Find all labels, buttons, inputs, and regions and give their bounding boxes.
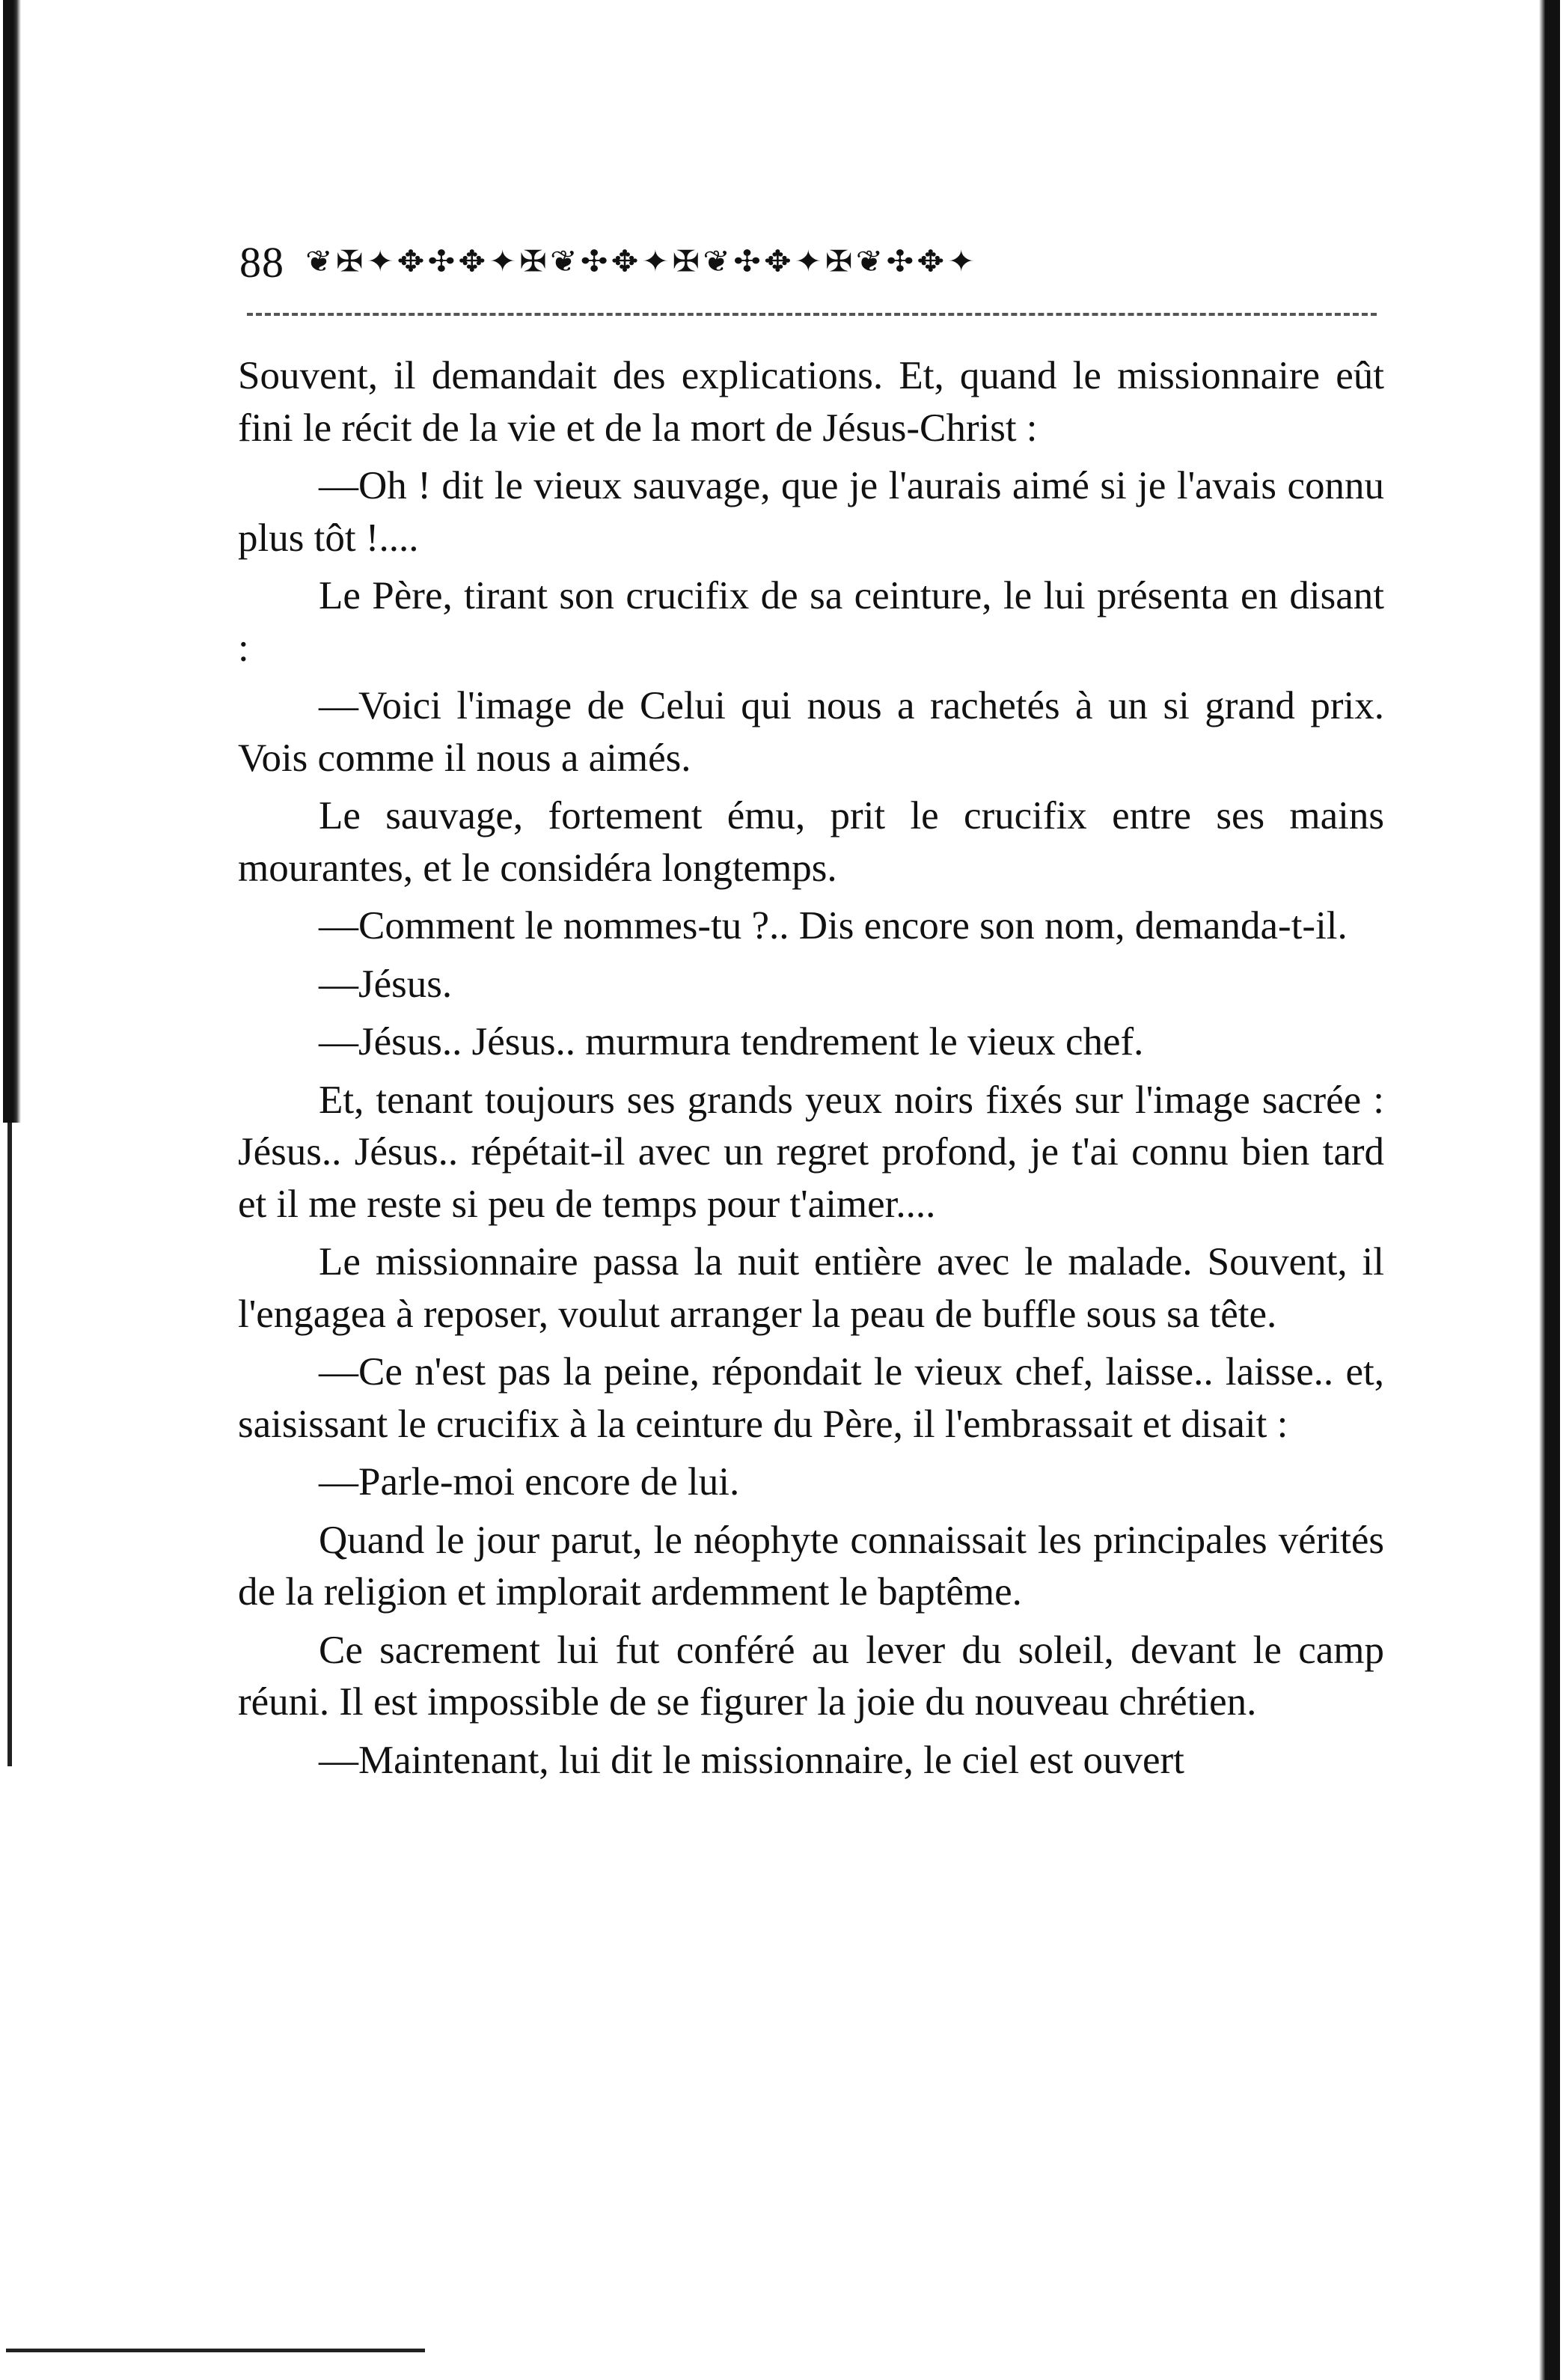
page-left-edge-lower [7, 1123, 12, 1766]
paragraph: —Voici l'image de Celui qui nous a rachetés à un si grand prix. Vois comme il nous a aimés. [238, 684, 1384, 780]
paragraph: Ce sacrement lui fut conféré au lever du soleil, devant le camp réuni. Il est impossible de se figurer la joie du nouveau chrétien. [238, 1628, 1384, 1724]
paragraph: Le missionnaire passa la nuit entière avec le malade. Souvent, il l'engagea à reposer, voulut arranger la peau de buffle sous sa tête. [238, 1240, 1384, 1336]
paragraph: —Oh ! dit le vieux sauvage, que je l'aurais aimé si je l'avais connu plus tôt !.... [238, 464, 1384, 560]
paragraph: —Ce n'est pas la peine, répondait le vieux chef, laisse.. laisse.. et, saisissant le crucifix à la ceinture du Père, il l'embrassait et disait : [238, 1350, 1384, 1446]
page-left-edge [3, 0, 21, 1123]
paragraph: —Parle-moi encore de lui. [319, 1460, 740, 1504]
page-header [239, 232, 1377, 292]
header-rule [247, 313, 1377, 316]
paragraph: Souvent, il demandait des explications. Et, quand le missionnaire eût fini le récit de la vie et de la mort de Jésus-Christ : [238, 354, 1384, 450]
paragraph: —Maintenant, lui dit le missionnaire, le ciel est ouvert [319, 1738, 1184, 1782]
page-right-edge [1539, 0, 1560, 2380]
running-head-ornament: ❦✠✦✥✣✥✦✠❦✣✥✦✠❦✣✥✦✠❦✣✥✦ [305, 247, 979, 277]
paragraph: —Jésus. [319, 962, 453, 1006]
paragraph: —Comment le nommes-tu ?.. Dis encore son nom, demanda-t-il. [319, 904, 1348, 948]
body-text [238, 350, 1384, 1792]
paragraph: —Jésus.. Jésus.. murmura tendrement le vieux chef. [319, 1020, 1144, 1064]
paragraph: Et, tenant toujours ses grands yeux noirs fixés sur l'image sacrée : Jésus.. Jésus.. répétait-il avec un regret profond, je t'ai connu bien tard et il me reste si peu de temps pour t'aimer.... [238, 1078, 1384, 1226]
paragraph: Quand le jour parut, le néophyte connaissait les principales vérités de la religion et implorait ardemment le baptême. [238, 1518, 1384, 1614]
paragraph: Le sauvage, fortement ému, prit le crucifix entre ses mains mourantes, et le considéra longtemps. [238, 794, 1384, 890]
bottom-margin-rule [6, 2349, 425, 2352]
paragraph: Le Père, tirant son crucifix de sa ceinture, le lui présenta en disant : [238, 574, 1384, 670]
page-number: 88 [239, 237, 284, 287]
